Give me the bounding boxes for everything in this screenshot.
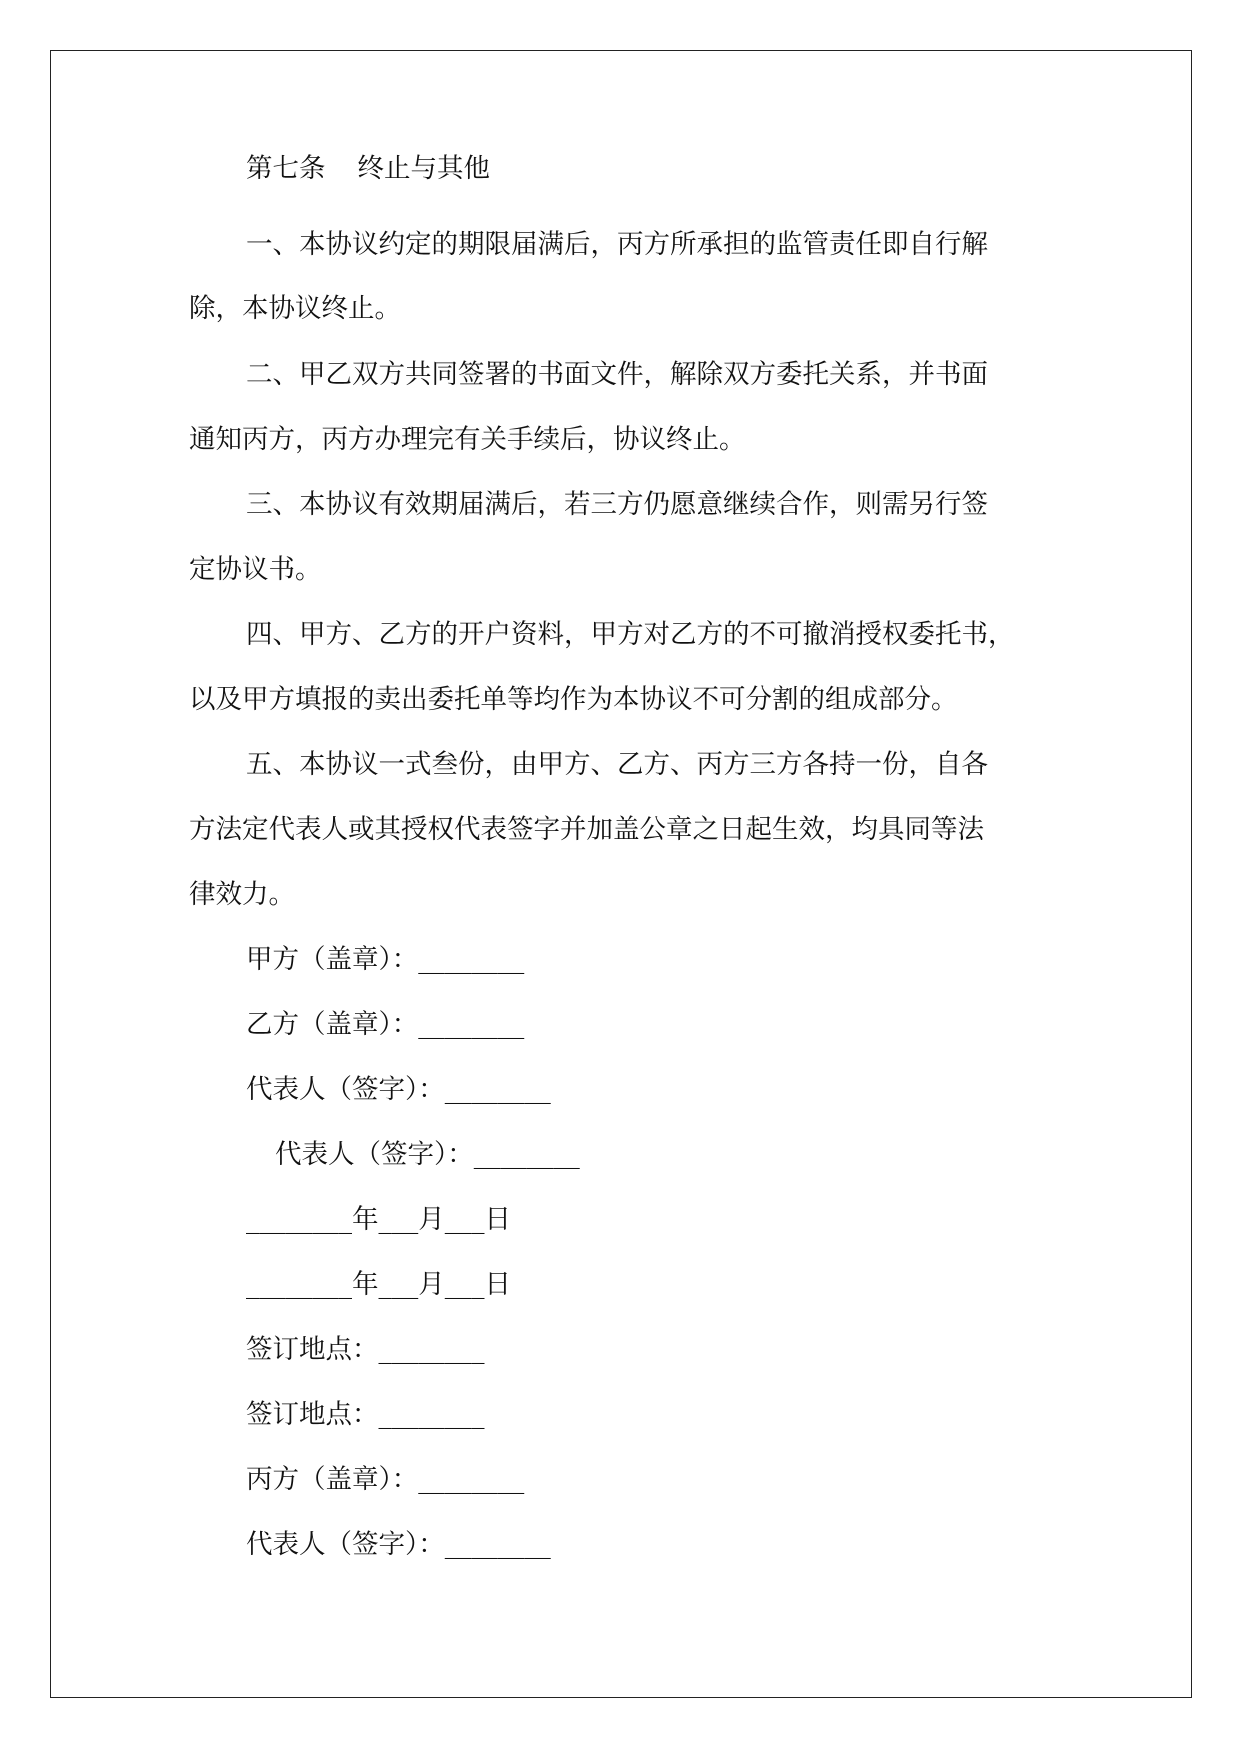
clause-1-line-2: 除，本协议终止。 xyxy=(189,293,401,324)
representative-signature-2: 代表人（签字）：________ xyxy=(275,1139,580,1170)
representative-signature-1: 代表人（签字）：________ xyxy=(246,1074,551,1105)
signing-place-1: 签订地点：________ xyxy=(246,1334,485,1365)
clause-2-line-2: 通知丙方，丙方办理完有关手续后，协议终止。 xyxy=(189,424,746,455)
clause-1-line-1: 一、本协议约定的期限届满后，丙方所承担的监管责任即自行解 xyxy=(246,229,988,260)
representative-signature-3: 代表人（签字）：________ xyxy=(246,1529,551,1560)
article-heading xyxy=(246,151,490,187)
clause-5-line-2: 方法定代表人或其授权代表签字并加盖公章之日起生效，均具同等法 xyxy=(189,814,984,845)
clause-3-line-2: 定协议书。 xyxy=(189,554,322,585)
clause-5-line-3: 律效力。 xyxy=(189,879,295,910)
date-line-1: ________年___月___日 xyxy=(246,1204,511,1235)
article-title: 终止与其他 xyxy=(357,153,490,184)
article-number: 第七条 xyxy=(246,153,326,184)
clause-4-line-2: 以及甲方填报的卖出委托单等均作为本协议不可分割的组成部分。 xyxy=(189,684,958,715)
clause-3-line-1: 三、本协议有效期届满后，若三方仍愿意继续合作，则需另行签 xyxy=(246,489,988,520)
party-b-seal: 乙方（盖章）：________ xyxy=(246,1009,525,1040)
clause-2-line-1: 二、甲乙双方共同签署的书面文件，解除双方委托关系，并书面 xyxy=(246,359,988,390)
date-line-2: ________年___月___日 xyxy=(246,1269,511,1300)
signing-place-2: 签订地点：________ xyxy=(246,1399,485,1430)
clause-4-line-1: 四、甲方、乙方的开户资料，甲方对乙方的不可撤消授权委托书， xyxy=(246,619,1015,650)
party-a-seal: 甲方（盖章）：________ xyxy=(246,944,525,975)
party-c-seal: 丙方（盖章）：________ xyxy=(246,1464,525,1495)
clause-5-line-1: 五、本协议一式叁份，由甲方、乙方、丙方三方各持一份，自各 xyxy=(246,749,988,780)
